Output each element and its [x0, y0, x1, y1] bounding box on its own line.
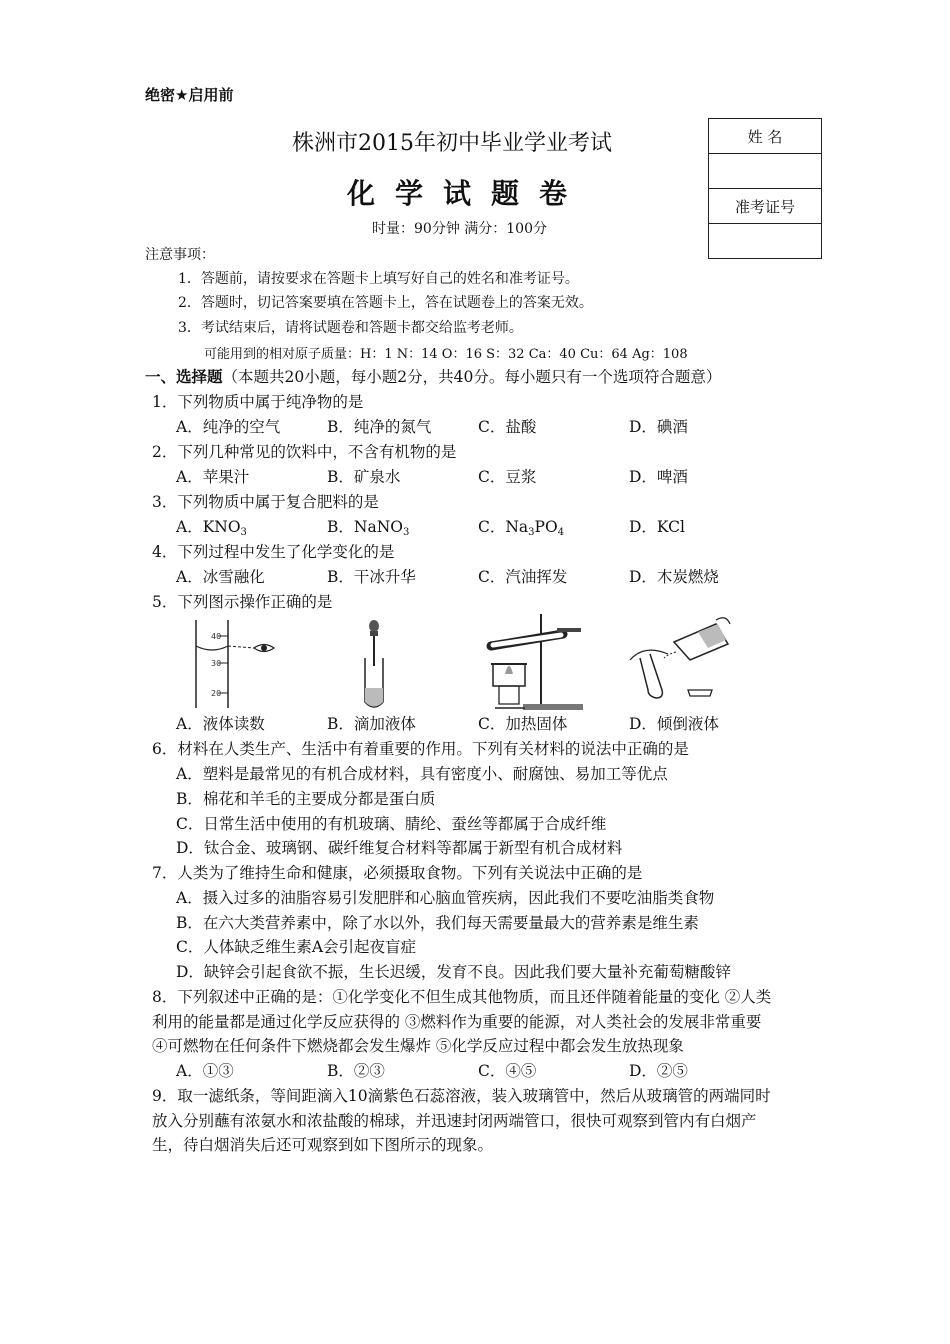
cylinder-tick-label: 20 [211, 689, 222, 698]
q7-stem: 7．人类为了维持生命和健康，必须摄取食物。下列有关说法中正确的是 [152, 864, 643, 882]
q9-stem-line: 9．取一滤纸条，等间距滴入10滴紫色石蕊溶液，装入玻璃管中，然后从玻璃管的两端同时 [152, 1087, 771, 1105]
time-score: 时量：90分钟 满分：100分 [372, 221, 547, 237]
q1-option-c[interactable]: C．盐酸 [478, 418, 537, 436]
name-label: 姓 名 [709, 119, 822, 154]
q5-stem: 5．下列图示操作正确的是 [152, 593, 333, 611]
q8-option-c[interactable]: C．④⑤ [478, 1062, 537, 1080]
q2-option-b[interactable]: B．矿泉水 [327, 468, 401, 486]
q8-stem-line: 利用的能量都是通过化学反应获得的 ③燃料作为重要的能源，对人类社会的发展非常重要 [152, 1013, 762, 1031]
note-item: 3．考试结束后，请将试题卷和答题卡都交给监考老师。 [178, 320, 523, 336]
q1-stem: 1．下列物质中属于纯净物的是 [152, 393, 364, 411]
exam-title: 株洲市2015年初中毕业学业考试 [292, 131, 612, 156]
note-item: 2．答题时，切记答案要填在答题卡上，答在试题卷上的答案无效。 [178, 295, 593, 311]
q2-option-d[interactable]: D．啤酒 [629, 468, 688, 486]
cylinder-tick-label: 40 [211, 632, 222, 641]
section-title: 一、选择题 [145, 367, 223, 386]
q2-option-c[interactable]: C．豆浆 [478, 468, 537, 486]
q6-option-b[interactable]: B．棉花和羊毛的主要成分都是蛋白质 [176, 790, 436, 808]
secret-label: 绝密★启用前 [145, 86, 234, 104]
cylinder-tick-label: 30 [211, 659, 222, 668]
q4-option-c[interactable]: C．汽油挥发 [478, 568, 568, 586]
notes-heading: 注意事项： [145, 247, 215, 263]
q5-option-c[interactable]: C．加热固体 [478, 715, 568, 733]
q7-option-b[interactable]: B．在六大类营养素中，除了水以外，我们每天需要量最大的营养素是维生素 [176, 914, 699, 932]
q8-option-d[interactable]: D．②⑤ [629, 1062, 688, 1080]
q3-option-b[interactable]: B．NaNO$_3$ [327, 518, 410, 538]
q4-option-d[interactable]: D．木炭燃烧 [629, 568, 719, 586]
id-label: 准考证号 [709, 189, 822, 224]
q6-stem: 6．材料在人类生产、生活中有着重要的作用。下列有关材料的说法中正确的是 [152, 740, 689, 758]
atomic-masses: 可能用到的相对原子质量：H：1 N：14 O：16 S：32 Ca：40 Cu：64 Ag：108 [204, 347, 688, 362]
q5-option-d[interactable]: D．倾倒液体 [629, 715, 719, 733]
name-field[interactable] [709, 154, 822, 189]
q7-option-d[interactable]: D．缺锌会引起食欲不振，生长迟缓，发育不良。因此我们要大量补充葡萄糖酸锌 [176, 963, 731, 981]
cylinder-reading-figure [188, 618, 288, 710]
q4-option-a[interactable]: A．冰雪融化 [176, 568, 265, 586]
q3-option-c[interactable]: C．$Na_3PO_4$ [478, 518, 565, 538]
candidate-info-box [708, 118, 822, 259]
dropper-figure [355, 618, 395, 712]
q9-stem-line: 放入分别蘸有浓氨水和浓盐酸的棉球，并迅速封闭两端管口，很快可观察到管内有白烟产 [152, 1112, 757, 1130]
q3-option-d[interactable]: D．KCl [629, 518, 685, 536]
heating-solid-figure [485, 608, 590, 714]
q6-option-c[interactable]: C．日常生活中使用的有机玻璃、腈纶、蚕丝等都属于合成纤维 [176, 815, 607, 833]
q6-option-a[interactable]: A．塑料是最常见的有机合成材料，具有密度小、耐腐蚀、易加工等优点 [176, 765, 668, 783]
note-item: 1．答题前，请按要求在答题卡上填写好自己的姓名和准考证号。 [178, 271, 579, 287]
q2-stem: 2．下列几种常见的饮料中，不含有机物的是 [152, 443, 457, 461]
q8-stem-line: ④可燃物在任何条件下燃烧都会发生爆炸 ⑤化学反应过程中都会发生放热现象 [152, 1037, 684, 1055]
section-desc: （本题共20小题，每小题2分，共40分。每小题只有一个选项符合题意） [222, 368, 722, 386]
subject-title: 化学试题卷 [347, 177, 588, 210]
id-field[interactable] [709, 224, 822, 259]
q3-option-a[interactable]: A．$KNO_3$ [176, 518, 247, 538]
q6-option-d[interactable]: D．钛合金、玻璃钢、碳纤维复合材料等都属于新型有机合成材料 [176, 839, 623, 857]
q1-option-b[interactable]: B．纯净的氮气 [327, 418, 432, 436]
q5-option-a[interactable]: A．液体读数 [176, 715, 265, 733]
q8-option-a[interactable]: A．①③ [176, 1062, 234, 1080]
q3-stem: 3．下列物质中属于复合肥料的是 [152, 493, 379, 511]
q1-option-a[interactable]: A．纯净的空气 [176, 418, 281, 436]
q4-stem: 4．下列过程中发生了化学变化的是 [152, 543, 395, 561]
pouring-liquid-figure [628, 614, 733, 706]
q8-option-b[interactable]: B．②③ [327, 1062, 385, 1080]
q7-option-a[interactable]: A．摄入过多的油脂容易引发肥胖和心脑血管疾病，因此我们不要吃油脂类食物 [176, 889, 715, 907]
q7-option-c[interactable]: C．人体缺乏维生素A会引起夜盲症 [176, 938, 417, 956]
q1-option-d[interactable]: D．碘酒 [629, 418, 688, 436]
q8-stem-line: 8．下列叙述中正确的是：①化学变化不但生成其他物质，而且还伴随着能量的变化 ②人类 [152, 988, 772, 1006]
q9-stem-line: 生，待白烟消失后还可观察到如下图所示的现象。 [152, 1136, 494, 1154]
q2-option-a[interactable]: A．苹果汁 [176, 468, 250, 486]
q5-option-b[interactable]: B．滴加液体 [327, 715, 416, 733]
q4-option-b[interactable]: B．干冰升华 [327, 568, 416, 586]
